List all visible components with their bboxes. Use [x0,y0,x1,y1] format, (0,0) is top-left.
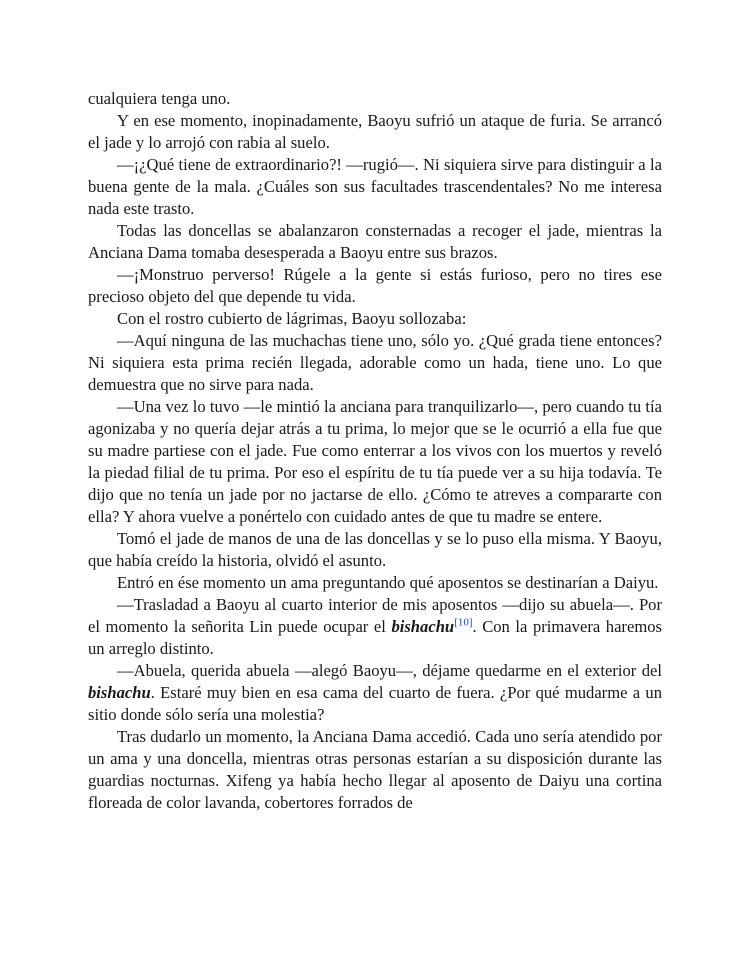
paragraph: Y en ese momento, inopinadamente, Baoyu sufrió un ataque de furia. Se arrancó el jade y lo arrojó con rabia al suelo. [88,111,662,152]
page-body [88,88,662,814]
paragraph: —Aquí ninguna de las muchachas tiene uno, sólo yo. ¿Qué grada tiene entonces? Ni siquiera esta prima recién llegada, adorable como un hada, tiene uno. Lo que demuestra que no sirve para nada. [88,331,662,394]
paragraph-text: —Trasladad a Baoyu al cuarto interior de mis aposentos —dijo su abuela—. Por el momento la señorita Lin puede ocupar el [88,595,662,636]
paragraph: cualquiera tenga uno. [88,89,231,108]
paragraph: —¡¿Qué tiene de extraordinario?! —rugió—. Ni siquiera sirve para distinguir a la buena gente de la mala. ¿Cuáles son sus facultades trascendentales? No me interesa nada este trasto. [88,155,662,218]
paragraph: Tras dudarlo un momento, la Anciana Dama accedió. Cada uno sería atendido por un ama y una doncella, mientras otras personas estarían a su disposición durante las guardias nocturnas. Xifeng ya había hecho llegar al aposento de Daiyu una cortina floreada de color lavanda, cobertores forrados de [88,727,662,812]
footnote-link[interactable]: [10] [454,616,473,629]
paragraph: Todas las doncellas se abalanzaron consternadas a recoger el jade, mientras la Anciana Dama tomaba desesperada a Baoyu entre sus brazos. [88,221,662,262]
italic-term: bishachu [391,617,455,636]
paragraph: —¡Monstruo perverso! Rúgele a la gente si estás furioso, pero no tires ese precioso objeto del que depende tu vida. [88,265,662,306]
paragraph-text: —Abuela, querida abuela —alegó Baoyu—, déjame quedarme en el exterior del [117,661,662,680]
paragraph: Tomó el jade de manos de una de las doncellas y se lo puso ella misma. Y Baoyu, que había creído la historia, olvidó el asunto. [88,529,662,570]
paragraph-text: . Estaré muy bien en esa cama del cuarto de fuera. ¿Por qué mudarme a un sitio donde sólo sería una molestia? [88,683,662,724]
paragraph-text: . Con la primavera haremos un arreglo distinto. [88,617,662,658]
italic-term: bishachu [88,683,151,702]
paragraph: Entró en ése momento un ama preguntando qué aposentos se destinarían a Daiyu. [117,573,659,592]
paragraph [88,660,662,726]
paragraph [88,594,662,660]
paragraph: —Una vez lo tuvo —le mintió la anciana para tranquilizarlo—, pero cuando tu tía agonizaba y no quería dejar atrás a tu prima, lo mejor que se le ocurrió a ella fue que su madre partiese con el jade. Fue como enterrar a los vivos con los muertos y reveló la piedad filial de tu prima. Por eso el espíritu de tu tía puede ver a su hija todavía. Te dijo que no tenía un jade por no jactarse de ello. ¿Cómo te atreves a compararte con ella? Y ahora vuelve a ponértelo con cuidado antes de que tu madre se entere. [88,397,662,526]
paragraph: Con el rostro cubierto de lágrimas, Baoyu sollozaba: [117,309,467,328]
